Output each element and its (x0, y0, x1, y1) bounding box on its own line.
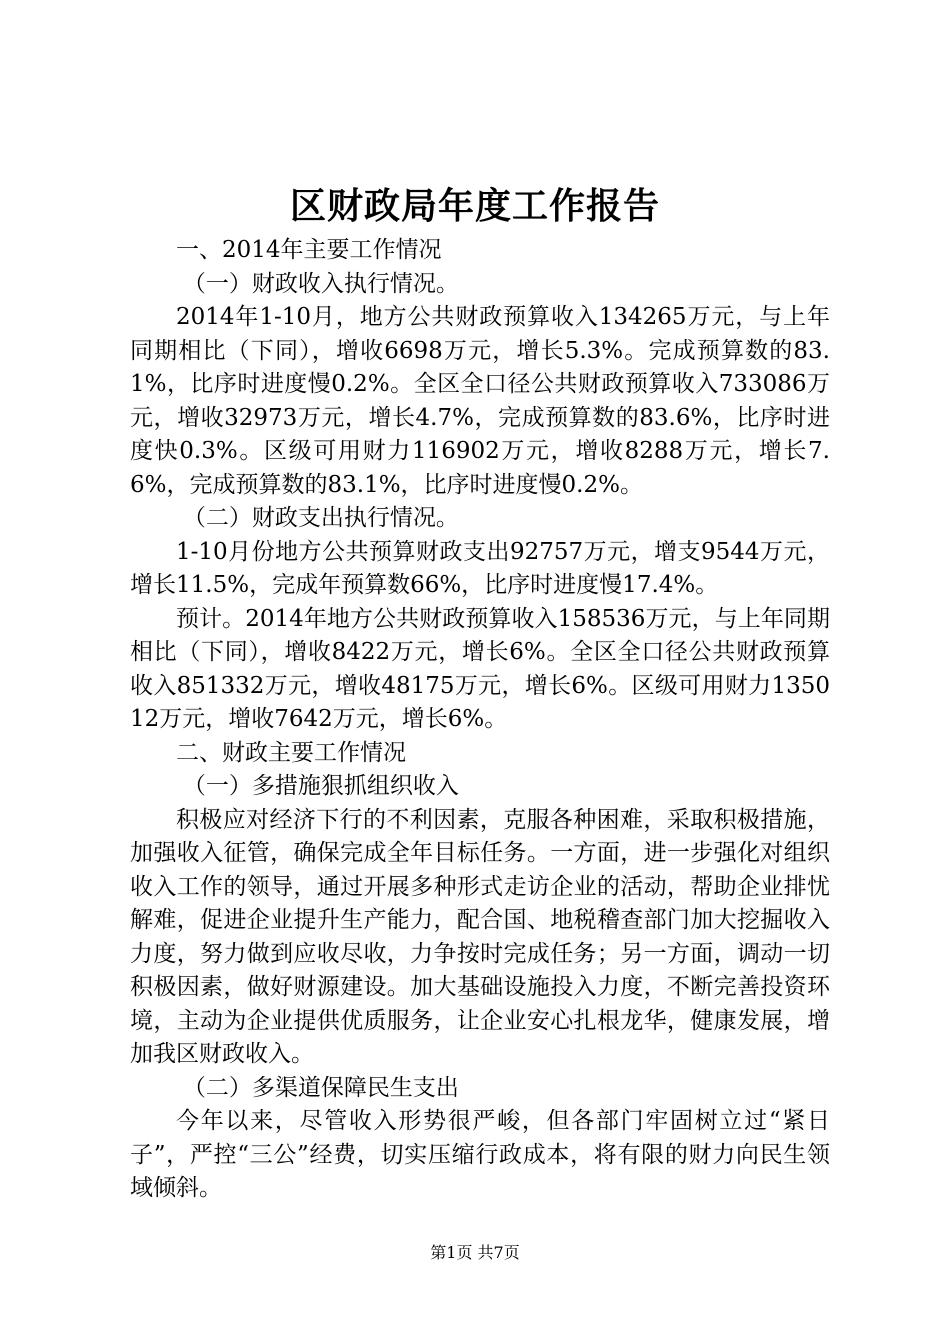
page-footer: 第1页 共7页 (430, 1243, 520, 1262)
subsection-heading-livelihood: （二）多渠道保障民生支出 (182, 1074, 459, 1101)
section-heading-2: 二、财政主要工作情况 (176, 739, 406, 766)
document-body (130, 234, 830, 1206)
subsection-heading-revenue: （一）财政收入执行情况。 (182, 270, 459, 297)
paragraph-forecast: 预计。2014年地方公共财政预算收入158536万元，与上年同期相比（下同），增收8422万元，增长6%。全区全口径公共财政预算收入851332万元，增收48175万元，增长6%。区级可用财力135012万元，增收7642万元，增长6%。 (130, 605, 830, 732)
subsection-heading-expenditure: （二）财政支出执行情况。 (182, 505, 459, 531)
paragraph-revenue: 2014年1-10月，地方公共财政预算收入134265万元，与上年同期相比（下同），增收6698万元，增长5.3%。完成预算数的83.1%，比序时进度慢0.2%。全区全口径公共财政预算收入733086万元，增收32973万元，增长4.7%，完成预算数的83.6%，比序时进度快0.3%。区级可用财力116902万元，增收8288万元，增长7.6%，完成预算数的83.1%，比序时进度慢0.2%。 (130, 304, 830, 498)
paragraph-expenditure: 1-10月份地方公共预算财政支出92757万元，增支9544万元，增长11.5%，完成年预算数66%，比序时进度慢17.4%。 (130, 538, 830, 598)
section-heading-1: 一、2014年主要工作情况 (176, 237, 442, 263)
paragraph-collection: 积极应对经济下行的不利因素，克服各种困难，采取积极措施，加强收入征管，确保完成全年目标任务。一方面，进一步强化对组织收入工作的领导，通过开展多种形式走访企业的活动，帮助企业排忧解难，促进企业提升生产能力，配合国、地税稽查部门加大挖掘收入力度，努力做到应收尽收，力争按时完成任务；另一方面，调动一切积极因素，做好财源建设。加大基础设施投入力度，不断完善投资环境，主动为企业提供优质服务，让企业安心扎根龙华，健康发展，增加我区财政收入。 (130, 806, 830, 1067)
document-title: 区财政局年度工作报告 (289, 186, 660, 227)
subsection-heading-collection: （一）多措施狠抓组织收入 (182, 773, 459, 799)
paragraph-livelihood: 今年以来，尽管收入形势很严峻，但各部门牢固树立过“紧日子”，严控“三公”经费，切实压缩行政成本，将有限的财力向民生领域倾斜。 (130, 1108, 830, 1201)
